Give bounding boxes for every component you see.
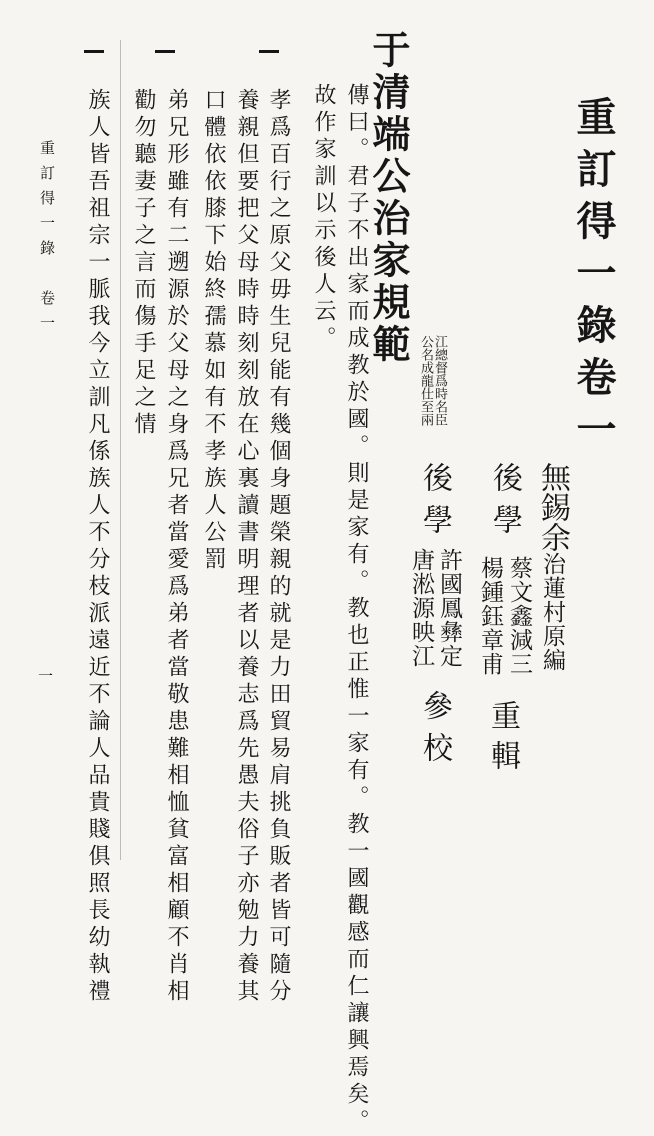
author-role: 無錫余	[535, 462, 570, 552]
margin-rule	[120, 40, 121, 860]
body-column-4: 養親但要把父母時時刻刻放在心裏讀書明理者以養志爲先愚夫俗子亦勉力養其	[234, 88, 259, 1006]
editor-name-4: 章甫	[477, 628, 503, 676]
editors-suffix: 重輯	[485, 700, 520, 780]
editor-name-2: 楊鍾鈺	[477, 556, 503, 628]
entry-marker-3	[84, 50, 104, 53]
section-title: 于清端公治家規範	[366, 30, 411, 366]
section-note-line-2: 江總督爲時名臣	[432, 335, 447, 426]
editor-name-3: 減三	[506, 628, 532, 676]
editors-role: 後學	[487, 462, 522, 546]
editor-name-1: 蔡文鑫	[506, 556, 532, 628]
proofreaders-role: 後學	[417, 462, 452, 546]
entry-marker-2	[155, 50, 175, 53]
margin-page-number: 一	[38, 667, 54, 685]
book-title: 重訂得一錄卷一	[570, 96, 617, 460]
proofreaders-suffix: 參校	[417, 690, 452, 774]
proofreader-name-4: 映江	[408, 620, 434, 668]
proofreader-name-3: 彝定	[436, 620, 462, 668]
author-credit	[530, 462, 574, 672]
body-column-7: 勸勿聽妻子之言而傷手足之情	[131, 88, 156, 439]
proofreader-name-1: 許國鳳	[436, 548, 462, 620]
body-column-8: 族人皆吾祖宗一脈我今立訓凡係族人不分枝派遠近不論人品貴賤俱照長幼執禮	[85, 88, 110, 1006]
author-name: 治蓮村原編	[539, 552, 565, 672]
body-column-3: 孝爲百行之原父毋生兒能有幾個身題榮親的就是力田貿易肩挑負販者皆可隨分	[266, 88, 291, 1006]
proofreader-name-2: 唐淞源	[408, 548, 434, 620]
body-column-5: 口體依依膝下始終孺慕如有不孝族人公罰	[201, 88, 226, 574]
section-note-line-1: 公名成龍仕至兩	[418, 335, 433, 426]
entry-marker-1	[259, 50, 279, 53]
body-column-1: 傳曰。君子不出家而成教於國。則是家有。教也正惟一家有。教一國觀感而仁讓興焉矣。	[344, 83, 369, 1136]
margin-title: 重訂得一錄	[38, 140, 56, 265]
body-column-6: 弟兄形雖有二遡源於父母之身爲兄者當愛爲弟者當敬患難相恤貧富相顧不肖相	[164, 88, 189, 1006]
margin-volume: 卷一	[38, 290, 56, 340]
body-column-2: 故作家訓以示後人云。	[311, 83, 336, 353]
